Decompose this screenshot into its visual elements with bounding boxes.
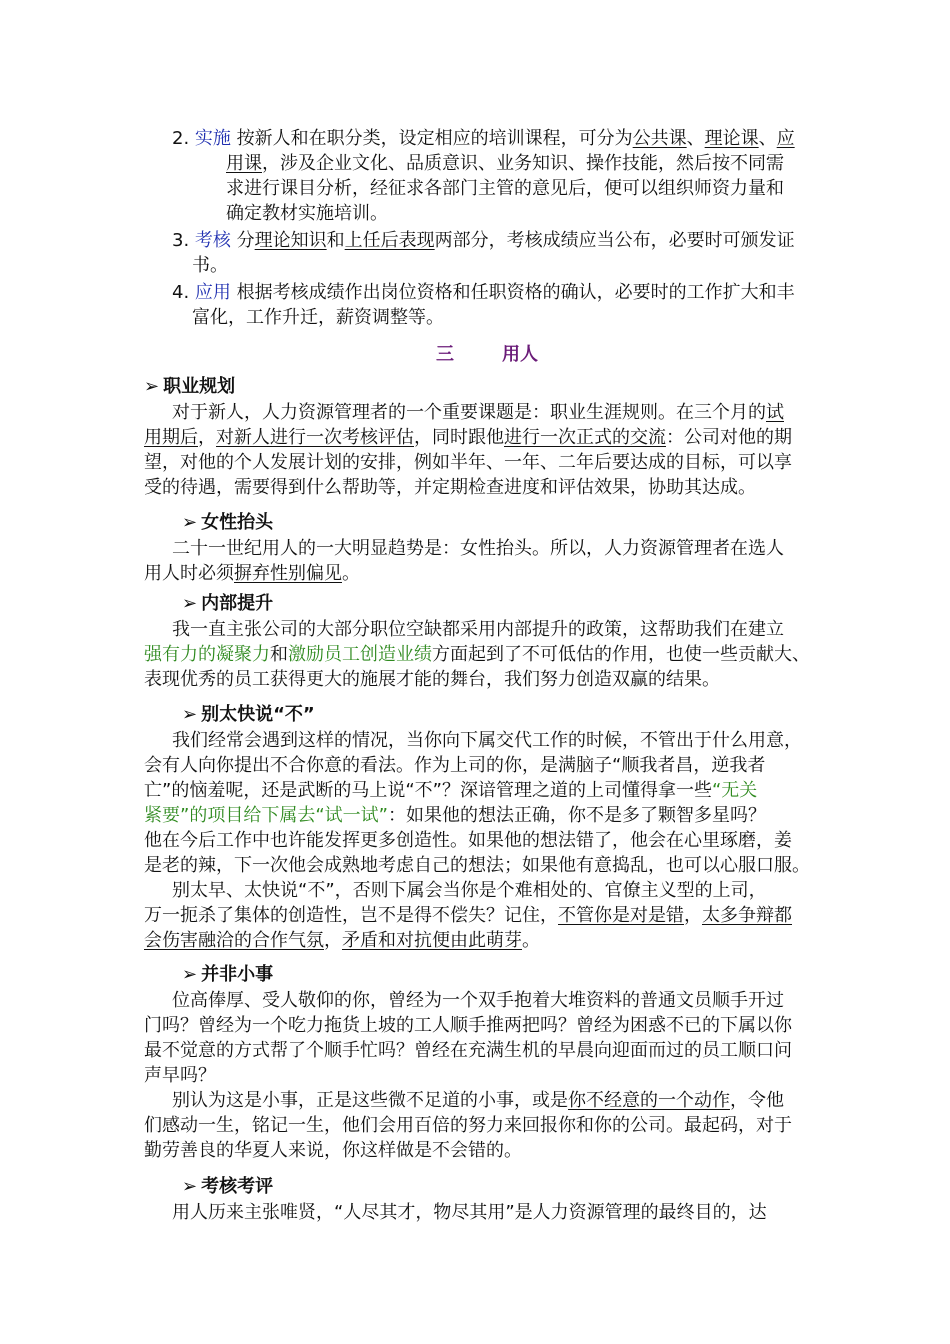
paragraph-line	[144, 475, 756, 500]
text-run: 表现优秀的员工获得更大的施展才能的舞台，我们努力创造双赢的结果。	[144, 669, 720, 690]
text-run: 和	[326, 230, 345, 251]
subheading	[144, 374, 235, 399]
paragraph-line	[144, 753, 765, 778]
text-run: 用人时必须	[144, 563, 234, 584]
underlined-text: 太多争辩都	[702, 905, 792, 926]
underlined-text: 上任后表现	[344, 230, 435, 251]
paragraph-line	[144, 903, 792, 928]
underlined-text: 会伤害融洽的合作气氛	[144, 930, 324, 951]
text-run: 确定教材实施培训。	[226, 203, 388, 224]
text-run: 门吗？曾经为一个吃力拖货上坡的工人顺手推两把吗？曾经为困惑不已的下属以你	[144, 1015, 792, 1036]
underlined-text: 进行一次正式的交流	[504, 427, 666, 448]
paragraph-line	[172, 988, 784, 1013]
list-number: 3.	[172, 230, 190, 251]
paragraph-line	[172, 728, 802, 753]
arrow-bullet-icon: ➢	[182, 1176, 198, 1197]
paragraph-line	[172, 878, 767, 903]
list-item-line	[172, 228, 795, 253]
paragraph-line	[144, 561, 360, 586]
text-run: ，同时跟他	[414, 427, 504, 448]
text-run: 勤劳善良的华夏人来说，你这样做是不会错的。	[144, 1140, 522, 1161]
subheading-text: 女性抬头	[201, 512, 274, 533]
underlined-text: 用期后	[144, 427, 198, 448]
paragraph-line	[144, 1138, 522, 1163]
underlined-text: 矛盾和对抗便由此萌芽	[342, 930, 522, 951]
text-run: 、	[758, 128, 777, 149]
arrow-bullet-icon: ➢	[182, 964, 198, 985]
paragraph-line	[144, 1038, 792, 1063]
highlighted-text: 紧要”的项目给下属去“试一试”	[144, 805, 388, 826]
text-run: 受的待遇，需要得到什么帮助等，并定期检查进度和评估效果，协助其达成。	[144, 477, 756, 498]
arrow-bullet-icon: ➢	[182, 704, 198, 725]
text-run: 书。	[192, 255, 228, 276]
text-run: 分	[236, 230, 255, 251]
arrow-bullet-icon: ➢	[182, 593, 198, 614]
text-run: 他在今后工作中也许能发挥更多创造性。如果他的想法错了，他会在心里琢磨，姜	[144, 830, 792, 851]
highlighted-text: 强有力的凝聚力	[144, 644, 270, 665]
paragraph-line	[144, 803, 766, 828]
text-run: ，	[324, 930, 342, 951]
subheading	[182, 1174, 273, 1199]
paragraph-line	[144, 828, 792, 853]
underlined-text: 用课	[226, 153, 262, 174]
paragraph-line	[144, 1013, 792, 1038]
text-run: 别认为这是小事，正是这些微不足道的小事，或是	[172, 1090, 568, 1111]
text-run: ，	[198, 427, 216, 448]
text-run: 两部分，考核成绩应当公布，必要时可颁发证	[434, 230, 795, 251]
list-item-line	[172, 280, 795, 305]
section-title: 用人	[502, 344, 538, 365]
subheading-text: 内部提升	[201, 593, 274, 614]
paragraph-line	[144, 425, 792, 450]
text-run: 望，对他的个人发展计划的安排，例如半年、一年、二年后要达成的目标，可以享	[144, 452, 792, 473]
underlined-text: 对新人进行一次考核评估	[216, 427, 414, 448]
text-run: 万一扼杀了集体的创造性，岂不是得不偿失？记住，	[144, 905, 558, 926]
list-label: 考核	[194, 230, 231, 251]
underlined-text: 理论知识	[254, 230, 327, 251]
list-item-line	[192, 253, 228, 278]
underlined-text: 不管你是对是错	[558, 905, 684, 926]
text-run: ，令他	[730, 1090, 784, 1111]
text-run: 二十一世纪用人的一大明显趋势是：女性抬头。所以，人力资源管理者在选人	[172, 538, 784, 559]
subheading-text: 职业规划	[163, 376, 236, 397]
text-run: 我一直主张公司的大部分职位空缺都采用内部提升的政策，这帮助我们在建立	[172, 619, 784, 640]
subheading	[182, 962, 273, 987]
list-item-line	[226, 201, 388, 226]
paragraph-line	[144, 450, 792, 475]
text-run: ：公司对他的期	[666, 427, 792, 448]
paragraph-line	[172, 1088, 784, 1113]
text-run: 求进行课目分析，经征求各部门主管的意见后，便可以组织师资力量和	[226, 178, 784, 199]
paragraph-line	[144, 1113, 792, 1138]
paragraph-line	[144, 1063, 216, 1088]
subheading-text: 别太快说“不”	[201, 704, 315, 725]
paragraph-line	[144, 642, 810, 667]
subheading	[182, 702, 315, 727]
list-number: 4.	[172, 282, 190, 303]
underlined-text: 公共课	[632, 128, 687, 149]
arrow-bullet-icon: ➢	[182, 512, 198, 533]
text-run: 根据考核成绩作出岗位资格和任职资格的确认，必要时的工作扩大和丰	[236, 282, 795, 303]
list-label: 应用	[194, 282, 231, 303]
subheading-text: 并非小事	[201, 964, 274, 985]
text-run: ：如果他的想法正确，你不是多了颗智多星吗？	[387, 805, 766, 826]
arrow-bullet-icon: ➢	[144, 376, 160, 397]
text-run: 亡”的恼羞呢，还是武断的马上说“不”？深谙管理之道的上司懂得拿一些	[144, 780, 712, 801]
text-run: 和	[270, 644, 288, 665]
paragraph-line	[144, 667, 720, 692]
list-item-line	[226, 151, 784, 176]
text-run: 们感动一生，铭记一生，他们会用百倍的努力来回报你和你的公司。最起码，对于	[144, 1115, 792, 1136]
underlined-text: 你不经意的一个动作	[568, 1090, 730, 1111]
text-run: 声早吗？	[144, 1065, 216, 1086]
text-run: 、	[686, 128, 705, 149]
list-item-line	[192, 305, 444, 330]
highlighted-text: “无关	[711, 780, 758, 801]
paragraph-line	[172, 536, 784, 561]
section-heading	[436, 340, 538, 366]
list-item-line	[172, 126, 795, 151]
highlighted-text: 激励员工创造业绩	[288, 644, 432, 665]
list-item-line	[226, 176, 784, 201]
paragraph-line	[172, 617, 784, 642]
underlined-text: 应	[776, 128, 795, 149]
subheading-text: 考核考评	[201, 1176, 274, 1197]
underlined-text: 摒弃性别偏见	[234, 563, 342, 584]
subheading	[182, 510, 273, 535]
paragraph-line	[144, 928, 540, 953]
section-number: 三	[436, 344, 454, 365]
paragraph-line	[144, 853, 810, 878]
list-number: 2.	[172, 128, 190, 149]
text-run: 对于新人，人力资源管理者的一个重要课题是：职业生涯规则。在三个月的	[172, 402, 766, 423]
paragraph-line	[172, 1200, 767, 1225]
text-run: 最不觉意的方式帮了个顺手忙吗？曾经在充满生机的早晨向迎面而过的员工顺口问	[144, 1040, 792, 1061]
text-run: 位高俸厚、受人敬仰的你，曾经为一个双手抱着大堆资料的普通文员顺手开过	[172, 990, 784, 1011]
text-run: 。	[342, 563, 360, 584]
subheading	[182, 591, 273, 616]
underlined-text: 理论课	[704, 128, 759, 149]
text-run: 富化，工作升迁，薪资调整等。	[192, 307, 444, 328]
paragraph-line	[144, 778, 757, 803]
text-run: 方面起到了不可低估的作用，也使一些贡献大、	[432, 644, 810, 665]
paragraph-line	[172, 400, 784, 425]
text-run: 是老的辣，下一次他会成熟地考虑自己的想法；如果他有意捣乱，也可以心服口服。	[144, 855, 810, 876]
list-label: 实施	[194, 128, 231, 149]
text-run: ，	[684, 905, 702, 926]
text-run: 。	[522, 930, 540, 951]
underlined-text: 试	[766, 402, 784, 423]
text-run: 用人历来主张唯贤，“人尽其才，物尽其用”是人力资源管理的最终目的，达	[172, 1202, 767, 1223]
text-run: 按新人和在职分类，设定相应的培训课程，可分为	[236, 128, 633, 149]
text-run: 我们经常会遇到这样的情况，当你向下属交代工作的时候，不管出于什么用意，	[172, 730, 802, 751]
text-run: ，涉及企业文化、品质意识、业务知识、操作技能，然后按不同需	[262, 153, 784, 174]
text-run: 别太早、太快说“不”，否则下属会当你是个难相处的、官僚主义型的上司，	[172, 880, 767, 901]
text-run: 会有人向你提出不合你意的看法。作为上司的你，是满脑子“顺我者昌，逆我者	[144, 755, 766, 776]
